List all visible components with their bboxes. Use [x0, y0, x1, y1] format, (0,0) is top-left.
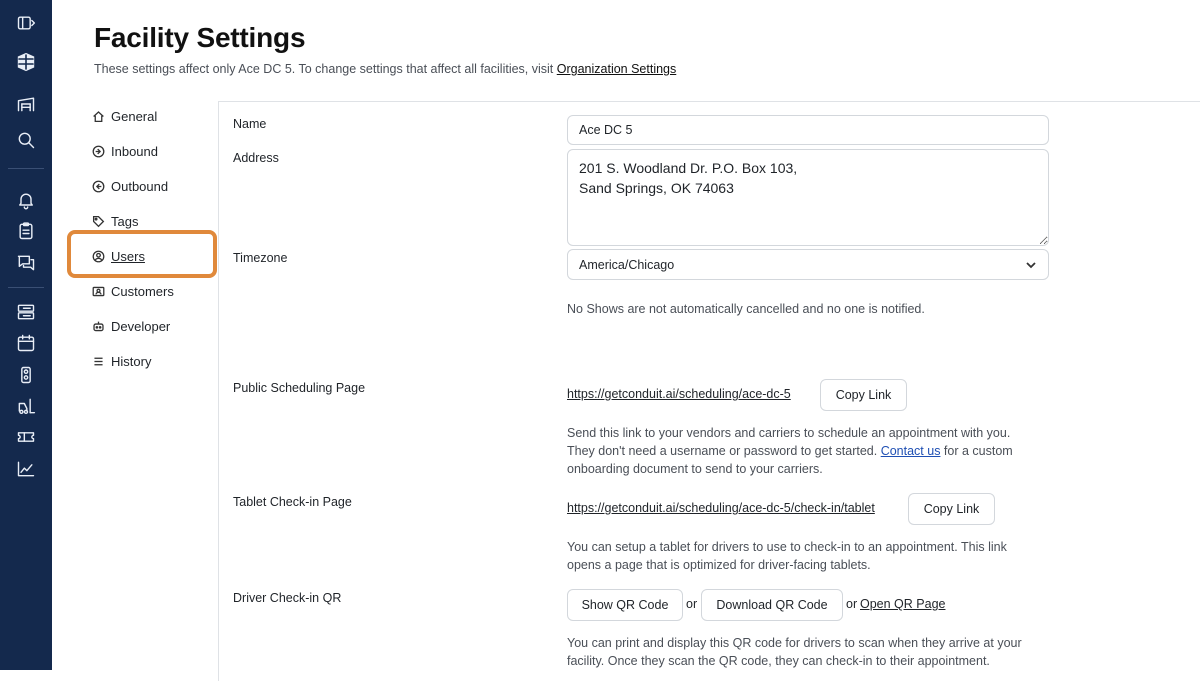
tablet-checkin-help: [567, 538, 1047, 574]
name-input[interactable]: [567, 115, 1049, 145]
copy-public-link-button[interactable]: Copy Link: [820, 379, 907, 411]
chart-line-icon[interactable]: [14, 457, 38, 481]
nav-item-label: General: [111, 109, 157, 124]
address-label: Address: [233, 151, 279, 165]
sidebar-toggle-icon[interactable]: [14, 11, 38, 35]
page-title: Facility Settings: [94, 22, 305, 54]
nav-item-label: Tags: [111, 214, 138, 229]
organization-settings-link[interactable]: Organization Settings: [557, 62, 677, 76]
id-card-icon: [92, 285, 105, 298]
server-icon[interactable]: [14, 300, 38, 324]
arrow-left-circle-icon: [92, 180, 105, 193]
page-subtitle: [94, 62, 676, 76]
subtitle-text: These settings affect only Ace DC 5. To change settings that affect all facilities, visit: [94, 62, 557, 76]
traffic-light-icon[interactable]: [14, 363, 38, 387]
timezone-value: America/Chicago: [579, 258, 674, 272]
public-scheduling-url[interactable]: https://getconduit.ai/scheduling/ace-dc-5: [567, 387, 791, 401]
nav-item-customers[interactable]: [92, 279, 174, 303]
house-icon: [92, 110, 105, 123]
arrow-right-circle-icon: [92, 145, 105, 158]
chevron-down-icon: [1025, 259, 1037, 271]
show-qr-button[interactable]: Show QR Code: [567, 589, 683, 621]
help-text: opens a page that is optimized for driver-facing tablets.: [567, 558, 871, 572]
help-text: You can print and display this QR code for drivers to scan when they arrive at your: [567, 636, 1022, 650]
nav-item-label: Customers: [111, 284, 174, 299]
help-text: Send this link to your vendors and carriers to schedule an appointment with you.: [567, 426, 1010, 440]
ticket-icon[interactable]: [14, 425, 38, 449]
tablet-checkin-label: Tablet Check-in Page: [233, 495, 352, 509]
download-qr-button[interactable]: Download QR Code: [701, 589, 843, 621]
timezone-label: Timezone: [233, 251, 287, 265]
help-text: facility. Once they scan the QR code, they can check-in to their appointment.: [567, 654, 990, 668]
robot-icon: [92, 320, 105, 333]
nav-item-label: History: [111, 354, 151, 369]
nav-item-general[interactable]: [92, 104, 157, 128]
nav-item-outbound[interactable]: [92, 174, 168, 198]
address-textarea[interactable]: [567, 149, 1049, 246]
tablet-checkin-url[interactable]: https://getconduit.ai/scheduling/ace-dc-5/check-in/tablet: [567, 501, 875, 515]
help-text: They don't need a username or password to get started.: [567, 444, 881, 458]
bell-icon[interactable]: [14, 188, 38, 212]
chat-icon[interactable]: [14, 251, 38, 275]
nav-item-label: Users: [111, 249, 145, 264]
nav-item-developer[interactable]: [92, 314, 170, 338]
users-highlight-box: [67, 230, 217, 278]
warehouse-icon[interactable]: [14, 92, 38, 116]
or-text: or: [686, 597, 697, 611]
nav-item-label: Developer: [111, 319, 170, 334]
open-qr-page-link[interactable]: Open QR Page: [860, 597, 945, 611]
help-text: You can setup a tablet for drivers to use to check-in to an appointment. This link: [567, 540, 1007, 554]
list-icon: [92, 355, 105, 368]
nav-item-label: Inbound: [111, 144, 158, 159]
forklift-icon[interactable]: [14, 394, 38, 418]
clipboard-icon[interactable]: [14, 219, 38, 243]
nav-item-label: Outbound: [111, 179, 168, 194]
driver-qr-label: Driver Check-in QR: [233, 591, 341, 605]
no-show-note: No Shows are not automatically cancelled and no one is notified.: [567, 300, 925, 318]
logo-icon[interactable]: [14, 50, 38, 74]
search-icon[interactable]: [14, 128, 38, 152]
name-label: Name: [233, 117, 266, 131]
or-text: or: [846, 597, 857, 611]
copy-tablet-link-button[interactable]: Copy Link: [908, 493, 995, 525]
help-text: onboarding document to send to your carriers.: [567, 462, 823, 476]
contact-us-link[interactable]: Contact us: [881, 444, 941, 458]
tag-icon: [92, 215, 105, 228]
public-scheduling-help: [567, 424, 1047, 478]
calendar-icon[interactable]: [14, 331, 38, 355]
driver-qr-help: [567, 634, 1047, 670]
timezone-select[interactable]: [567, 249, 1049, 280]
main-content: [52, 0, 1200, 670]
nav-item-inbound[interactable]: [92, 139, 158, 163]
public-scheduling-label: Public Scheduling Page: [233, 381, 365, 395]
nav-item-history[interactable]: [92, 349, 151, 373]
app-rail: [0, 0, 52, 670]
help-text: for a custom: [940, 444, 1012, 458]
